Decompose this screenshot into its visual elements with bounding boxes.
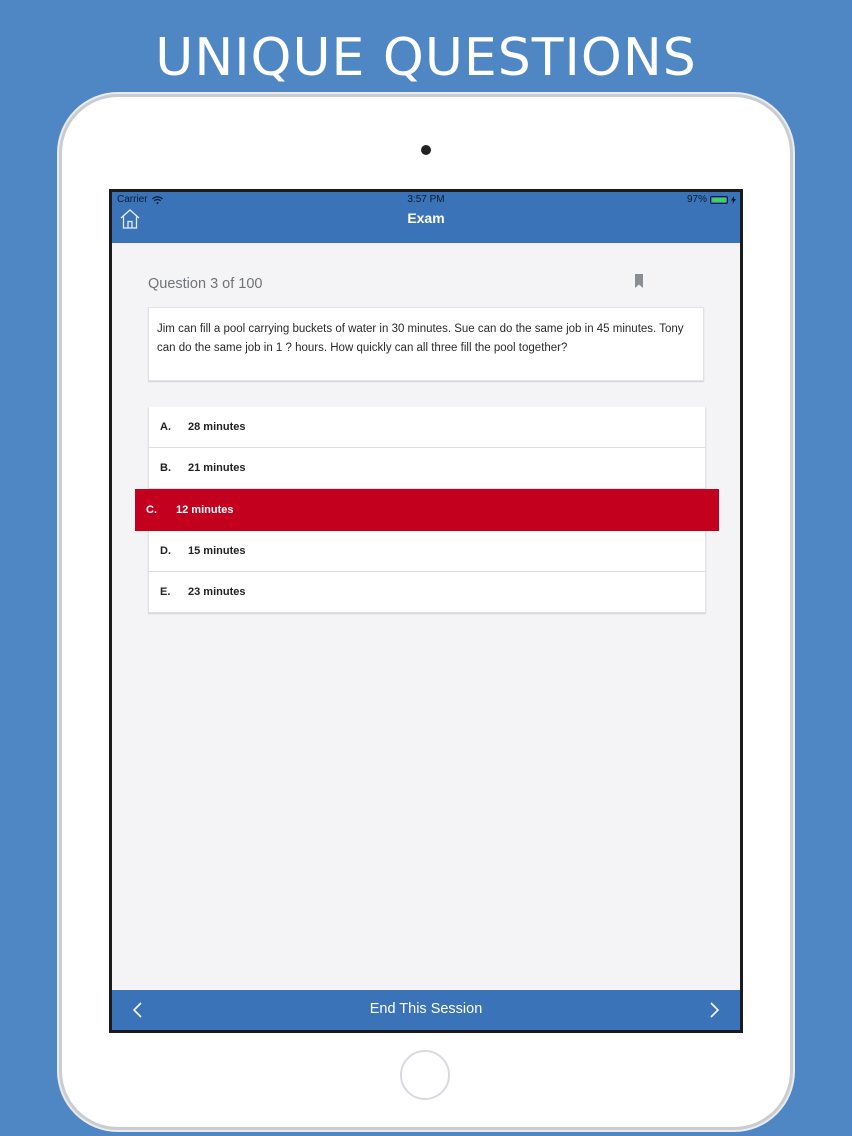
- app-screen: [109, 189, 743, 1033]
- charging-icon: [731, 196, 736, 204]
- answer-letter: D.: [160, 545, 171, 557]
- answer-option-b[interactable]: [149, 448, 705, 489]
- end-session-button[interactable]: End This Session: [369, 1001, 483, 1017]
- battery-icon: [710, 196, 728, 204]
- battery-percent: 97%: [686, 194, 707, 205]
- nav-bar: [112, 206, 740, 243]
- answer-text: 23 minutes: [188, 586, 246, 598]
- home-hardware-button[interactable]: [400, 1050, 450, 1100]
- answer-text: 28 minutes: [188, 421, 246, 433]
- answer-letter: C.: [146, 504, 157, 516]
- page-title: Exam: [407, 210, 445, 226]
- answer-list: [148, 407, 706, 613]
- question-counter: Question 3 of 100: [148, 276, 263, 292]
- chevron-right-icon[interactable]: [707, 1002, 721, 1018]
- answer-option-e[interactable]: [149, 572, 705, 613]
- answer-option-d[interactable]: [149, 531, 705, 572]
- bottom-bar: [112, 990, 740, 1030]
- question-text: Jim can fill a pool carrying buckets of water in 30 minutes. Sue can do the same job in 45 minutes. Tony can do the same job in 1 ? hours. How quickly can all three fill the pool together?: [157, 323, 684, 354]
- answer-letter: A.: [160, 421, 171, 433]
- answer-letter: E.: [160, 586, 171, 598]
- carrier-label: Carrier: [117, 194, 148, 205]
- front-camera: [421, 145, 431, 155]
- bookmark-icon[interactable]: [634, 274, 644, 288]
- answer-option-a[interactable]: [149, 407, 705, 448]
- answer-option-c[interactable]: [135, 489, 719, 531]
- status-bar: [112, 192, 740, 206]
- question-card: [148, 307, 704, 381]
- answer-text: 21 minutes: [188, 462, 246, 474]
- answer-text: 12 minutes: [176, 504, 234, 516]
- answer-text: 15 minutes: [188, 545, 246, 557]
- promo-headline: UNIQUE QUESTIONS: [155, 28, 697, 88]
- clock: 3:57 PM: [407, 194, 445, 205]
- answer-letter: B.: [160, 462, 171, 474]
